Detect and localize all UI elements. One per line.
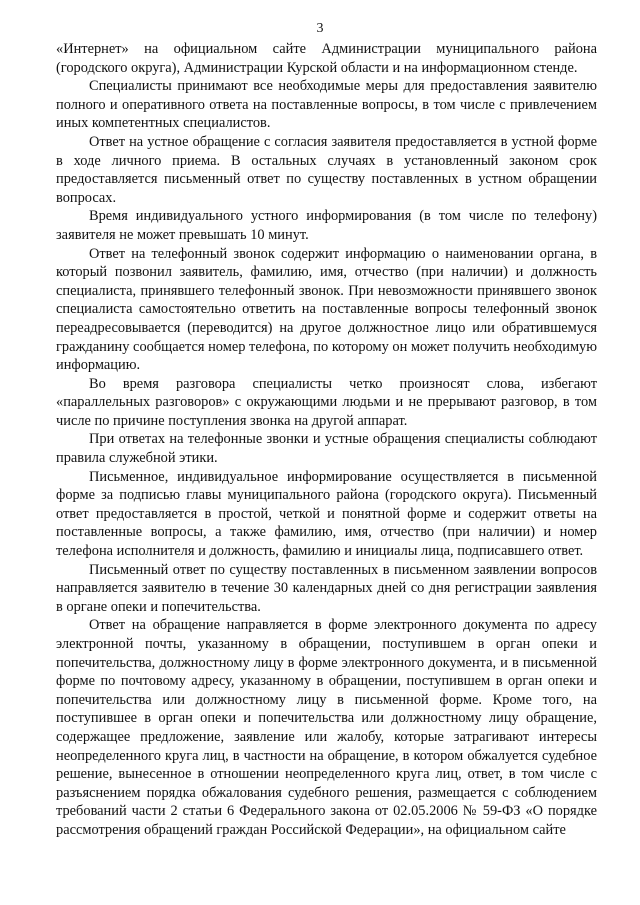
paragraph-6: Во время разговора специалисты четко произносят слова, избегают «параллельных разговоров» с окружающими людьми и не прерывают разговор, в том числе по причине поступления звонка на другой аппарат.: [56, 375, 597, 429]
paragraph-4: Время индивидуального устного информирования (в том числе по телефону) заявителя не может превышать 10 минут.: [56, 208, 597, 243]
paragraph-5: Ответ на телефонный звонок содержит информацию о наименовании органа, в который позвонил заявитель, фамилию, имя, отчество (при наличии) и должность специалиста, принявшего телефонный звонок. При невозможности принявшего звонок специалиста самостоятельно ответить на поставленные вопросы телефонный звонок переадресовывается (переводится) на другое должностное лицо или обратившемуся гражданину сообщается номер телефона, по которому он может получить необходимую информацию.: [56, 245, 597, 374]
paragraph-8: Письменное, индивидуальное информирование осуществляется в письменной форме за подписью главы муниципального района (городского округа). Письменный ответ предоставляется в простой, четкой и понятной форме и содержит ответы на поставленные вопросы, а также фамилию, имя, отчество (при наличии) и номер телефона исполнителя и должность, фамилию и инициалы лица, подписавшего ответ.: [56, 468, 597, 560]
paragraph-7: При ответах на телефонные звонки и устные обращения специалисты соблюдают правила служебной этики.: [56, 431, 597, 467]
paragraph-9: Письменный ответ по существу поставленных в письменном заявлении вопросов направляется заявителю в течение 30 календарных дней со дня регистрации заявления в органе опеки и попечительства.: [56, 561, 597, 615]
paragraph-2: Специалисты принимают все необходимые меры для предоставления заявителю полного и оперативного ответа на поставленные вопросы, в том числе с привлечением иных компетентных специалистов.: [56, 78, 597, 132]
page-number: 3: [316, 21, 324, 36]
paragraph-3: Ответ на устное обращение с согласия заявителя предоставляется в устной форме в ходе личного приема. В остальных случаях в установленный законом срок предоставляется письменный ответ по существу поставленных в устном обращении вопросах.: [56, 133, 597, 206]
paragraph-1: «Интернет» на официальном сайте Администрации муниципального района (городского округа), Администрации Курской области и на информационном стенде.: [56, 41, 597, 76]
paragraph-10: Ответ на обращение направляется в форме электронного документа по адресу электронной почты, указанному в обращении, поступившем в орган опеки и попечительства, должностному лицу в форме электронного документа, и в письменной форме по почтовому адресу, указанному в обращении, поступившем в орган опеки и попечительства или должностному лицу в письменной форме. Кроме того, на поступившее в орган опеки и попечительства или должностному лицу обращение, содержащее предложение, заявление или жалобу, которые затрагивают интересы неопределенного круга лиц, в частности на обращение, в котором обжалуется судебное решение, вынесенное в отношении неопределенного круга лиц, ответ, в том числе с разъяснением порядка обжалования судебного решения, размещается с соблюдением требований части 2 статьи 6 Федерального закона от 02.05.2006 № 59-ФЗ «О порядке рассмотрения обращений граждан Российской Федерации», на официальном сайте: [56, 617, 597, 838]
document-body: [56, 40, 597, 840]
